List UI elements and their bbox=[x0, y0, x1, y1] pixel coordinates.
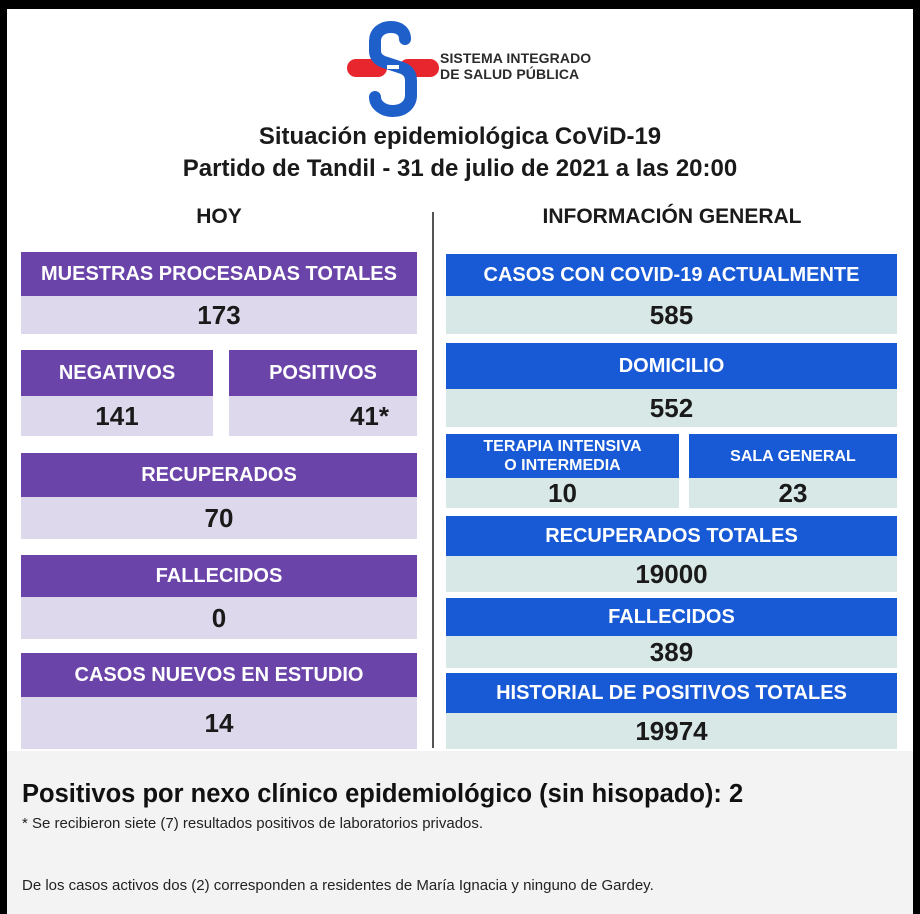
logo-text bbox=[440, 50, 591, 82]
title-line-2: Partido de Tandil - 31 de julio de 2021 a las 20:00 bbox=[182, 155, 738, 182]
casos-nuevos-value: 14 bbox=[21, 697, 417, 749]
terapia-label-line-2: O INTERMEDIA bbox=[504, 457, 621, 474]
casos-nuevos-label: CASOS NUEVOS EN ESTUDIO bbox=[21, 653, 417, 697]
logo-line-1: SISTEMA INTEGRADO bbox=[440, 50, 592, 66]
recuperados-totales-label: RECUPERADOS TOTALES bbox=[446, 516, 897, 556]
report-card bbox=[7, 9, 913, 914]
fallecidos-totales-value: 389 bbox=[446, 636, 897, 668]
positivos-label: POSITIVOS bbox=[229, 350, 417, 396]
actuales-value: 585 bbox=[446, 296, 897, 334]
sala-general-value: 23 bbox=[689, 478, 897, 508]
recuperados-label: RECUPERADOS bbox=[21, 453, 417, 497]
historial-label: HISTORIAL DE POSITIVOS TOTALES bbox=[446, 673, 897, 713]
column-divider bbox=[432, 212, 434, 748]
residentes-note: De los casos activos dos (2) corresponden a residentes de María Ignacia y ninguno de Gardey. bbox=[22, 877, 654, 894]
nexo-clinico-text: Positivos por nexo clínico epidemiológico (sin hisopado): 2 bbox=[22, 780, 744, 808]
fallecidos-value: 0 bbox=[21, 597, 417, 639]
recuperados-value: 70 bbox=[21, 497, 417, 539]
terapia-label bbox=[446, 434, 679, 478]
info-general-heading: INFORMACIÓN GENERAL bbox=[542, 205, 802, 228]
terapia-value: 10 bbox=[446, 478, 679, 508]
negativos-value: 141 bbox=[21, 396, 213, 436]
footer-notes bbox=[7, 751, 913, 914]
recuperados-totales-value: 19000 bbox=[446, 556, 897, 592]
domicilio-label: DOMICILIO bbox=[446, 343, 897, 389]
laboratorios-note: * Se recibieron siete (7) resultados positivos de laboratorios privados. bbox=[22, 815, 484, 832]
muestras-value: 173 bbox=[21, 296, 417, 334]
terapia-label-line-1: TERAPIA INTENSIVA bbox=[483, 438, 642, 455]
fallecidos-totales-label: FALLECIDOS bbox=[446, 598, 897, 636]
page-title bbox=[7, 121, 913, 185]
positivos-value: 41* bbox=[229, 396, 417, 436]
sala-general-label: SALA GENERAL bbox=[689, 434, 897, 478]
muestras-label: MUESTRAS PROCESADAS TOTALES bbox=[21, 252, 417, 296]
sistema-salud-logo-icon bbox=[343, 21, 443, 117]
domicilio-value: 552 bbox=[446, 389, 897, 427]
title-line-1: Situación epidemiológica CoViD-19 bbox=[258, 123, 662, 150]
historial-value: 19974 bbox=[446, 713, 897, 749]
negativos-label: NEGATIVOS bbox=[21, 350, 213, 396]
logo-line-2: DE SALUD PÚBLICA bbox=[440, 66, 580, 82]
actuales-label: CASOS CON COVID-19 ACTUALMENTE bbox=[446, 254, 897, 296]
fallecidos-label: FALLECIDOS bbox=[21, 555, 417, 597]
hoy-heading: HOY bbox=[196, 205, 242, 228]
